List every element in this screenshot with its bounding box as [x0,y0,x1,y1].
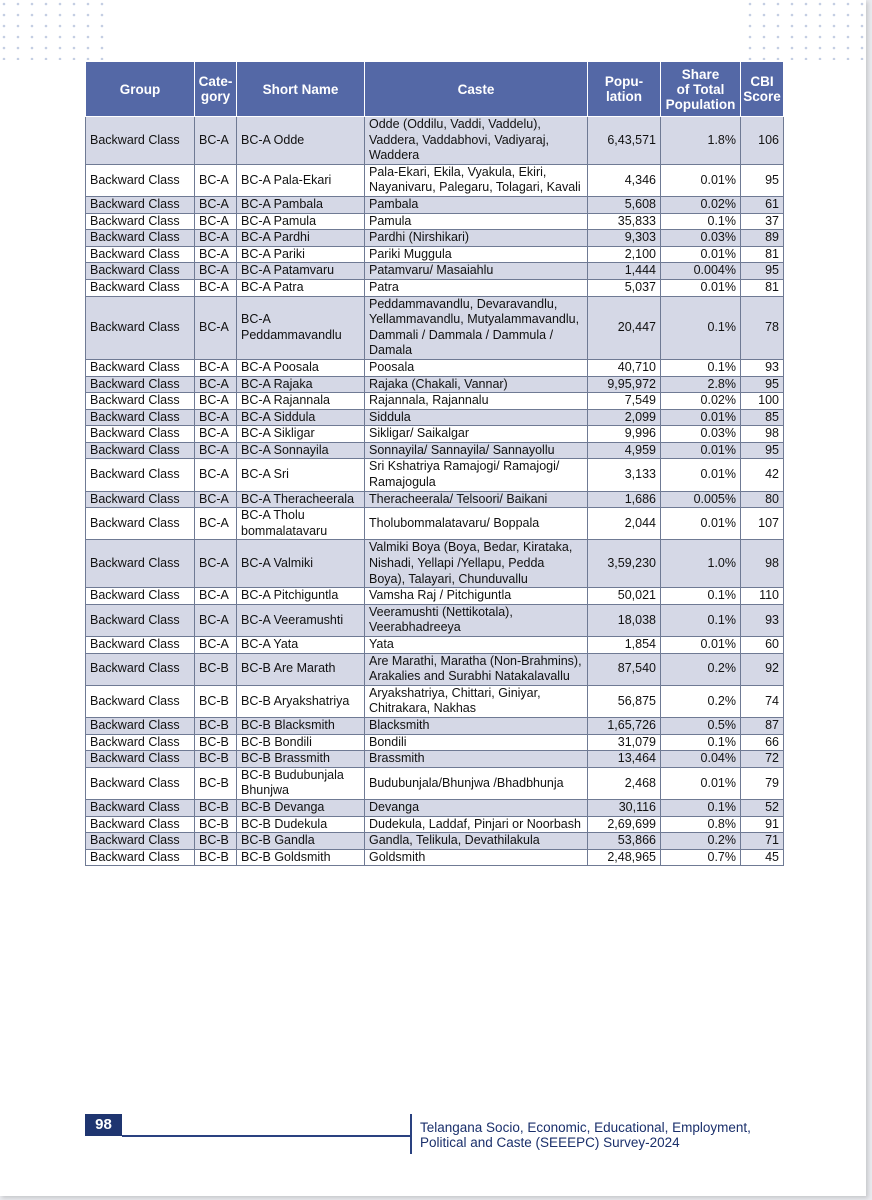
table-row [86,376,784,393]
cell-share: 0.1% [661,799,741,816]
table-row [86,604,784,636]
cell-group: Backward Class [86,263,195,280]
cell-caste: Blacksmith [365,717,588,734]
cell-category: BC-A [195,279,237,296]
cell-category: BC-A [195,491,237,508]
table-row [86,442,784,459]
table-row [86,117,784,165]
cell-caste: Valmiki Boya (Boya, Bedar, Kirataka, Nishadi, Yellapi /Yellapu, Pedda Boya), Talayari, Chunduvallu [365,540,588,588]
cell-short-name: BC-A Patra [237,279,365,296]
cell-group: Backward Class [86,751,195,768]
cell-population: 1,65,726 [588,717,661,734]
footer-title-line2: Political and Caste (SEEEPC) Survey-2024 [420,1135,680,1150]
cell-share: 0.004% [661,263,741,280]
cell-short-name: BC-A Siddula [237,409,365,426]
cell-cbi-score: 61 [741,196,784,213]
cell-population: 30,116 [588,799,661,816]
cell-short-name: BC-A Rajaka [237,376,365,393]
cell-share: 0.1% [661,213,741,230]
cell-cbi-score: 110 [741,588,784,605]
table-row [86,637,784,654]
cell-caste: Peddammavandlu, Devaravandlu, Yellammavandlu, Mutyalammavandlu, Dammali / Dammala / Dammula / Damala [365,296,588,359]
cell-cbi-score: 93 [741,359,784,376]
cell-population: 13,464 [588,751,661,768]
header-population-line1: Popu- [604,74,644,89]
footer-divider [410,1114,412,1154]
cell-short-name: BC-A Pambala [237,196,365,213]
cell-share: 0.2% [661,833,741,850]
cell-short-name: BC-B Aryakshatriya [237,685,365,717]
cell-cbi-score: 89 [741,230,784,247]
header-category [195,62,237,117]
cell-category: BC-A [195,196,237,213]
cell-cbi-score: 95 [741,376,784,393]
cell-cbi-score: 95 [741,164,784,196]
table-row [86,459,784,491]
table-row [86,816,784,833]
cell-share: 0.04% [661,751,741,768]
header-group: Group [86,62,195,117]
header-share-line2: of Total [676,81,725,97]
cell-share: 0.01% [661,637,741,654]
cell-group: Backward Class [86,359,195,376]
cell-cbi-score: 80 [741,491,784,508]
cell-caste: Vamsha Raj / Pitchiguntla [365,588,588,605]
cell-group: Backward Class [86,540,195,588]
cell-cbi-score: 81 [741,279,784,296]
cell-group: Backward Class [86,213,195,230]
cell-caste: Patra [365,279,588,296]
cell-population: 3,59,230 [588,540,661,588]
cell-cbi-score: 60 [741,637,784,654]
cell-short-name: BC-A Pamula [237,213,365,230]
table-row [86,196,784,213]
cell-share: 0.005% [661,491,741,508]
table-row [86,734,784,751]
header-cbi-line2: Score [743,89,781,104]
cell-category: BC-B [195,653,237,685]
cell-cbi-score: 71 [741,833,784,850]
table-row [86,263,784,280]
cell-cbi-score: 98 [741,426,784,443]
cell-category: BC-A [195,508,237,540]
cell-group: Backward Class [86,685,195,717]
cell-share: 1.0% [661,540,741,588]
cell-category: BC-A [195,376,237,393]
cell-share: 0.1% [661,734,741,751]
header-share-line1: Share [681,66,720,82]
page-number: 98 [85,1114,122,1136]
cell-cbi-score: 37 [741,213,784,230]
cell-group: Backward Class [86,426,195,443]
cell-population: 6,43,571 [588,117,661,165]
cell-group: Backward Class [86,117,195,165]
table-body [86,117,784,866]
table-header-row [86,62,784,117]
table-row [86,393,784,410]
cell-category: BC-A [195,359,237,376]
cell-population: 3,133 [588,459,661,491]
cell-group: Backward Class [86,246,195,263]
cell-population: 1,444 [588,263,661,280]
cell-caste: Tholubommalatavaru/ Boppala [365,508,588,540]
cell-cbi-score: 42 [741,459,784,491]
cell-cbi-score: 100 [741,393,784,410]
cell-share: 1.8% [661,117,741,165]
cell-share: 2.8% [661,376,741,393]
header-population-line2: lation [606,89,642,104]
cell-caste: Theracheerala/ Telsoori/ Baikani [365,491,588,508]
cell-caste: Rajannala, Rajannalu [365,393,588,410]
cell-share: 0.2% [661,653,741,685]
cell-category: BC-B [195,751,237,768]
cell-caste: Devanga [365,799,588,816]
header-short-name: Short Name [237,62,365,117]
table-row [86,213,784,230]
decorative-dot-pattern-right [746,0,866,60]
cell-caste: Rajaka (Chakali, Vannar) [365,376,588,393]
table-row [86,751,784,768]
cell-group: Backward Class [86,799,195,816]
table-row [86,246,784,263]
table-row [86,717,784,734]
cell-group: Backward Class [86,588,195,605]
cell-category: BC-B [195,685,237,717]
cell-caste: Odde (Oddilu, Vaddi, Vaddelu), Vaddera, Vaddabhovi, Vadiyaraj, Waddera [365,117,588,165]
header-cbi-line1: CBI [750,74,774,89]
cell-population: 2,099 [588,409,661,426]
cell-population: 35,833 [588,213,661,230]
header-population [588,62,661,117]
cell-population: 1,854 [588,637,661,654]
cell-population: 1,686 [588,491,661,508]
cell-short-name: BC-A Sonnayila [237,442,365,459]
cell-share: 0.8% [661,816,741,833]
cell-category: BC-A [195,588,237,605]
header-category-line1: Cate- [198,74,233,89]
cell-population: 40,710 [588,359,661,376]
decorative-dot-pattern-left [0,0,110,60]
footer-rule [122,1135,412,1137]
cell-caste: Pamula [365,213,588,230]
cell-population: 18,038 [588,604,661,636]
cell-short-name: BC-A Theracheerala [237,491,365,508]
cell-share: 0.03% [661,230,741,247]
cell-category: BC-A [195,409,237,426]
cell-share: 0.01% [661,279,741,296]
cell-group: Backward Class [86,230,195,247]
cell-population: 2,69,699 [588,816,661,833]
cell-population: 2,48,965 [588,849,661,866]
cell-short-name: BC-A Odde [237,117,365,165]
cell-caste: Sikligar/ Saikalgar [365,426,588,443]
cell-category: BC-B [195,734,237,751]
cell-population: 31,079 [588,734,661,751]
cell-short-name: BC-A Rajannala [237,393,365,410]
cell-group: Backward Class [86,164,195,196]
cell-caste: Sonnayila/ Sannayila/ Sannayollu [365,442,588,459]
cell-caste: Budubunjala/Bhunjwa /Bhadbhunja [365,767,588,799]
cell-share: 0.01% [661,246,741,263]
page-footer [85,1114,783,1154]
cell-share: 0.1% [661,359,741,376]
cell-cbi-score: 95 [741,442,784,459]
cell-short-name: BC-A Pala-Ekari [237,164,365,196]
cell-category: BC-B [195,799,237,816]
cell-category: BC-A [195,213,237,230]
cell-short-name: BC-A Pitchiguntla [237,588,365,605]
cell-category: BC-A [195,246,237,263]
table-row [86,279,784,296]
cell-share: 0.7% [661,849,741,866]
cell-cbi-score: 93 [741,604,784,636]
cell-caste: Yata [365,637,588,654]
cell-group: Backward Class [86,767,195,799]
cell-share: 0.02% [661,196,741,213]
cell-category: BC-A [195,393,237,410]
cell-group: Backward Class [86,442,195,459]
cell-cbi-score: 66 [741,734,784,751]
cell-group: Backward Class [86,491,195,508]
table-row [86,426,784,443]
cell-cbi-score: 78 [741,296,784,359]
cell-share: 0.01% [661,508,741,540]
cell-group: Backward Class [86,717,195,734]
cell-group: Backward Class [86,459,195,491]
cell-population: 20,447 [588,296,661,359]
cell-short-name: BC-A Pardhi [237,230,365,247]
cell-short-name: BC-A Yata [237,637,365,654]
cell-share: 0.01% [661,459,741,491]
cell-population: 9,996 [588,426,661,443]
cell-group: Backward Class [86,279,195,296]
cell-cbi-score: 85 [741,409,784,426]
cell-cbi-score: 52 [741,799,784,816]
cell-cbi-score: 98 [741,540,784,588]
cell-population: 4,346 [588,164,661,196]
cell-population: 9,303 [588,230,661,247]
cell-caste: Bondili [365,734,588,751]
cell-group: Backward Class [86,849,195,866]
cell-category: BC-A [195,263,237,280]
cell-category: BC-B [195,767,237,799]
cell-population: 5,608 [588,196,661,213]
cell-caste: Are Marathi, Maratha (Non-Brahmins), Arakalies and Surabhi Natakalavallu [365,653,588,685]
cell-caste: Brassmith [365,751,588,768]
table-row [86,540,784,588]
cell-cbi-score: 92 [741,653,784,685]
cell-cbi-score: 72 [741,751,784,768]
table-row [86,409,784,426]
table-row [86,359,784,376]
cell-share: 0.1% [661,588,741,605]
cell-category: BC-B [195,816,237,833]
caste-population-table [85,61,784,866]
header-cbi-score [741,62,784,117]
footer-title-line1: Telangana Socio, Economic, Educational, Employment, [420,1120,751,1135]
cell-cbi-score: 81 [741,246,784,263]
cell-category: BC-A [195,637,237,654]
dot-pattern-left-graphic [0,0,110,60]
table-row [86,296,784,359]
cell-short-name: BC-A Tholu bommalatavaru [237,508,365,540]
cell-group: Backward Class [86,508,195,540]
cell-cbi-score: 106 [741,117,784,165]
cell-share: 0.02% [661,393,741,410]
cell-population: 87,540 [588,653,661,685]
cell-caste: Dudekula, Laddaf, Pinjari or Noorbash [365,816,588,833]
cell-short-name: BC-A Poosala [237,359,365,376]
cell-short-name: BC-B Bondili [237,734,365,751]
cell-population: 2,100 [588,246,661,263]
cell-cbi-score: 74 [741,685,784,717]
cell-share: 0.01% [661,164,741,196]
cell-category: BC-A [195,117,237,165]
cell-population: 2,468 [588,767,661,799]
cell-population: 9,95,972 [588,376,661,393]
cell-category: BC-A [195,426,237,443]
table-row [86,164,784,196]
header-share [661,62,741,117]
cell-population: 56,875 [588,685,661,717]
table-row [86,230,784,247]
cell-group: Backward Class [86,409,195,426]
cell-caste: Pambala [365,196,588,213]
cell-population: 5,037 [588,279,661,296]
cell-short-name: BC-B Goldsmith [237,849,365,866]
cell-category: BC-A [195,164,237,196]
cell-cbi-score: 79 [741,767,784,799]
cell-share: 0.1% [661,296,741,359]
cell-short-name: BC-B Brassmith [237,751,365,768]
cell-cbi-score: 95 [741,263,784,280]
cell-population: 7,549 [588,393,661,410]
dot-pattern-right-graphic [746,0,866,60]
cell-category: BC-B [195,833,237,850]
cell-population: 53,866 [588,833,661,850]
header-share-line3: Population [665,96,736,112]
cell-share: 0.1% [661,604,741,636]
cell-group: Backward Class [86,196,195,213]
footer-title [420,1120,785,1150]
cell-group: Backward Class [86,816,195,833]
cell-category: BC-B [195,717,237,734]
cell-caste: Gandla, Telikula, Devathilakula [365,833,588,850]
table-row [86,849,784,866]
cell-caste: Patamvaru/ Masaiahlu [365,263,588,280]
cell-caste: Pala-Ekari, Ekila, Vyakula, Ekiri, Nayanivaru, Palegaru, Tolagari, Kavali [365,164,588,196]
cell-short-name: BC-B Budubunjala Bhunjwa [237,767,365,799]
cell-group: Backward Class [86,376,195,393]
cell-cbi-score: 91 [741,816,784,833]
cell-short-name: BC-A Valmiki [237,540,365,588]
cell-short-name: BC-A Veeramushti [237,604,365,636]
cell-short-name: BC-A Patamvaru [237,263,365,280]
cell-category: BC-A [195,604,237,636]
cell-share: 0.5% [661,717,741,734]
cell-short-name: BC-B Blacksmith [237,717,365,734]
cell-group: Backward Class [86,393,195,410]
cell-category: BC-A [195,230,237,247]
cell-population: 50,021 [588,588,661,605]
cell-short-name: BC-B Gandla [237,833,365,850]
cell-caste: Aryakshatriya, Chittari, Giniyar, Chitrakara, Nakhas [365,685,588,717]
cell-category: BC-B [195,849,237,866]
cell-share: 0.01% [661,442,741,459]
cell-category: BC-A [195,296,237,359]
cell-share: 0.03% [661,426,741,443]
cell-caste: Pariki Muggula [365,246,588,263]
cell-short-name: BC-B Are Marath [237,653,365,685]
cell-group: Backward Class [86,637,195,654]
cell-short-name: BC-B Dudekula [237,816,365,833]
cell-short-name: BC-B Devanga [237,799,365,816]
table-row [86,767,784,799]
cell-cbi-score: 87 [741,717,784,734]
cell-short-name: BC-A Peddammavandlu [237,296,365,359]
table-row [86,799,784,816]
cell-caste: Veeramushti (Nettikotala), Veerabhadreeya [365,604,588,636]
cell-short-name: BC-A Pariki [237,246,365,263]
cell-category: BC-A [195,442,237,459]
table-row [86,833,784,850]
cell-cbi-score: 45 [741,849,784,866]
cell-group: Backward Class [86,734,195,751]
cell-share: 0.2% [661,685,741,717]
cell-short-name: BC-A Sri [237,459,365,491]
cell-population: 2,044 [588,508,661,540]
cell-group: Backward Class [86,833,195,850]
cell-caste: Pardhi (Nirshikari) [365,230,588,247]
cell-category: BC-A [195,540,237,588]
cell-caste: Poosala [365,359,588,376]
cell-caste: Sri Kshatriya Ramajogi/ Ramajogi/ Ramajogula [365,459,588,491]
table-row [86,588,784,605]
cell-group: Backward Class [86,653,195,685]
table-row [86,653,784,685]
cell-cbi-score: 107 [741,508,784,540]
cell-population: 4,959 [588,442,661,459]
cell-group: Backward Class [86,296,195,359]
table-row [86,685,784,717]
header-category-line2: gory [200,89,231,104]
cell-caste: Siddula [365,409,588,426]
cell-short-name: BC-A Sikligar [237,426,365,443]
header-caste: Caste [365,62,588,117]
table-row [86,491,784,508]
cell-share: 0.01% [661,767,741,799]
cell-group: Backward Class [86,604,195,636]
cell-category: BC-A [195,459,237,491]
cell-share: 0.01% [661,409,741,426]
table-row [86,508,784,540]
cell-caste: Goldsmith [365,849,588,866]
